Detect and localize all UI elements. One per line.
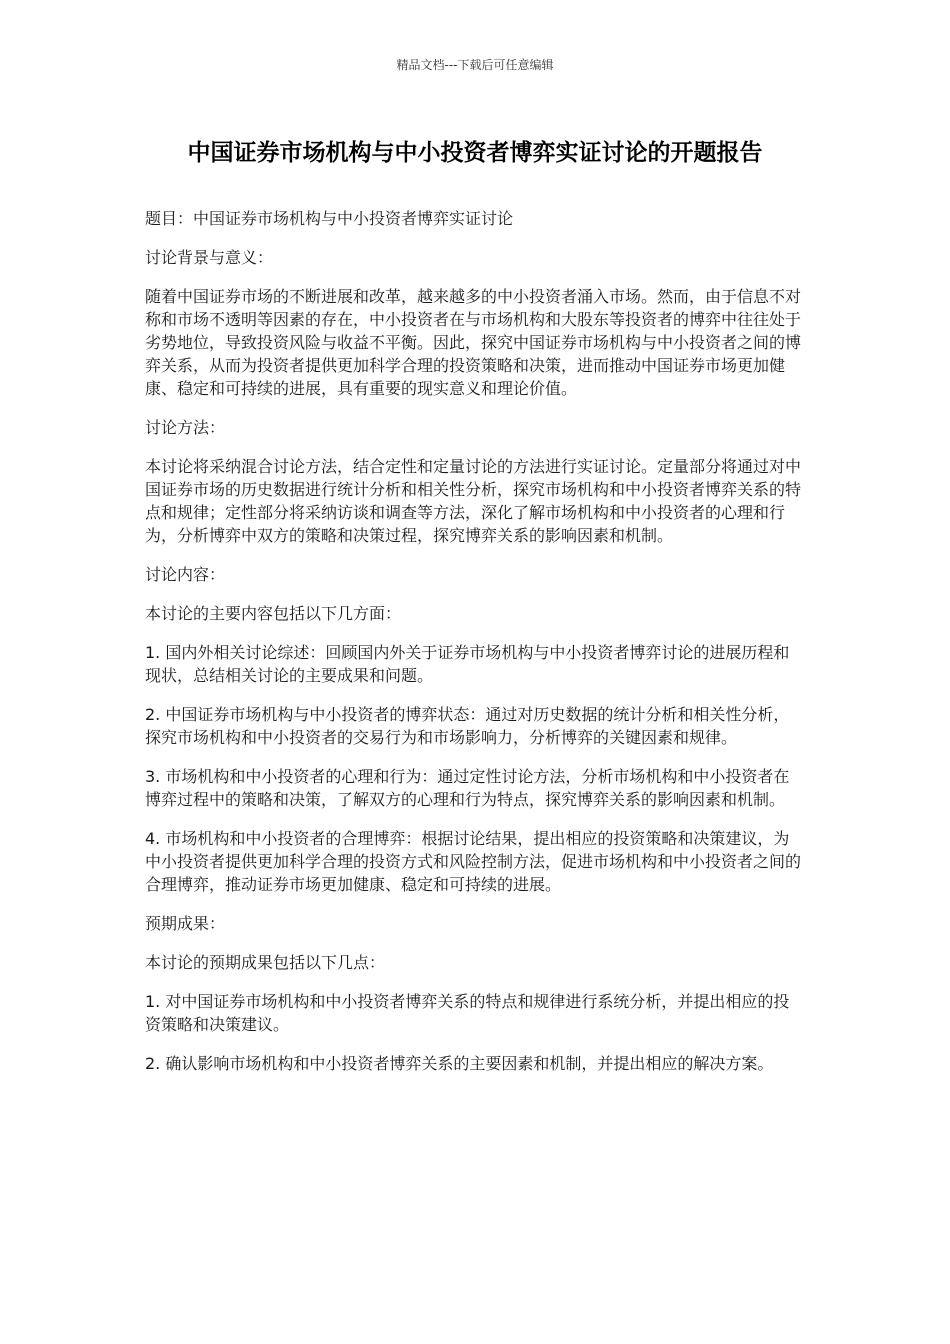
- content-item-2: 2. 中国证券市场机构与中小投资者的博弈状态：通过对历史数据的统计分析和相关性分析，探究市场机构和中小投资者的交易行为和市场影响力，分析博弈的关键因素和规律。: [145, 705, 790, 747]
- section-heading-content: 讨论内容：: [145, 565, 226, 584]
- section-heading-method: 讨论方法：: [145, 418, 226, 437]
- content-item-1: 1. 国内外相关讨论综述：回顾国内外关于证券市场机构与中小投资者博弈讨论的进展历程和现状，总结相关讨论的主要成果和问题。: [145, 643, 790, 685]
- topic-line: 题目：中国证券市场机构与中小投资者博弈实证讨论: [145, 209, 514, 228]
- document-title: 中国证券市场机构与中小投资者博弈实证讨论的开题报告: [187, 140, 763, 166]
- page-header: 精品文档---下载后可任意编辑: [396, 58, 554, 72]
- content-intro: 本讨论的主要内容包括以下几方面：: [145, 604, 402, 623]
- section-heading-outcomes: 预期成果：: [145, 914, 226, 933]
- outcome-item-2: 2. 确认影响市场机构和中小投资者博弈关系的主要因素和机制，并提出相应的解决方案。: [145, 1054, 774, 1073]
- content-item-4: 4. 市场机构和中小投资者的合理博弈：根据讨论结果，提出相应的投资策略和决策建议，为中小投资者提供更加科学合理的投资方式和风险控制方法，促进市场机构和中小投资者之间的合理博弈，推动证券市场更加健康、稳定和可持续的进展。: [145, 829, 802, 894]
- outcome-item-1: 1. 对中国证券市场机构和中小投资者博弈关系的特点和规律进行系统分析，并提出相应的投资策略和决策建议。: [145, 992, 790, 1034]
- document-body: [145, 207, 805, 1091]
- section-heading-background: 讨论背景与意义：: [145, 248, 274, 267]
- method-paragraph: 本讨论将采纳混合讨论方法，结合定性和定量讨论的方法进行实证讨论。定量部分将通过对中国证券市场的历史数据进行统计分析和相关性分析，探究市场机构和中小投资者博弈关系的特点和规律；定性部分将采纳访谈和调查等方法，深化了解市场机构和中小投资者的心理和行为，分析博弈中双方的策略和决策过程，探究博弈关系的影响因素和机制。: [145, 457, 802, 545]
- background-paragraph: 随着中国证券市场的不断进展和改革，越来越多的中小投资者涌入市场。然而，由于信息不对称和市场不透明等因素的存在，中小投资者在与市场机构和大股东等投资者的博弈中往往处于劣势地位，导致投资风险与收益不平衡。因此，探究中国证券市场机构与中小投资者之间的博弈关系，从而为投资者提供更加科学合理的投资策略和决策，进而推动中国证券市场更加健康、稳定和可持续的进展，具有重要的现实意义和理论价值。: [145, 287, 802, 398]
- outcomes-intro: 本讨论的预期成果包括以下几点：: [145, 953, 386, 972]
- content-item-3: 3. 市场机构和中小投资者的心理和行为：通过定性讨论方法，分析市场机构和中小投资者在博弈过程中的策略和决策，了解双方的心理和行为特点，探究博弈关系的影响因素和机制。: [145, 767, 790, 809]
